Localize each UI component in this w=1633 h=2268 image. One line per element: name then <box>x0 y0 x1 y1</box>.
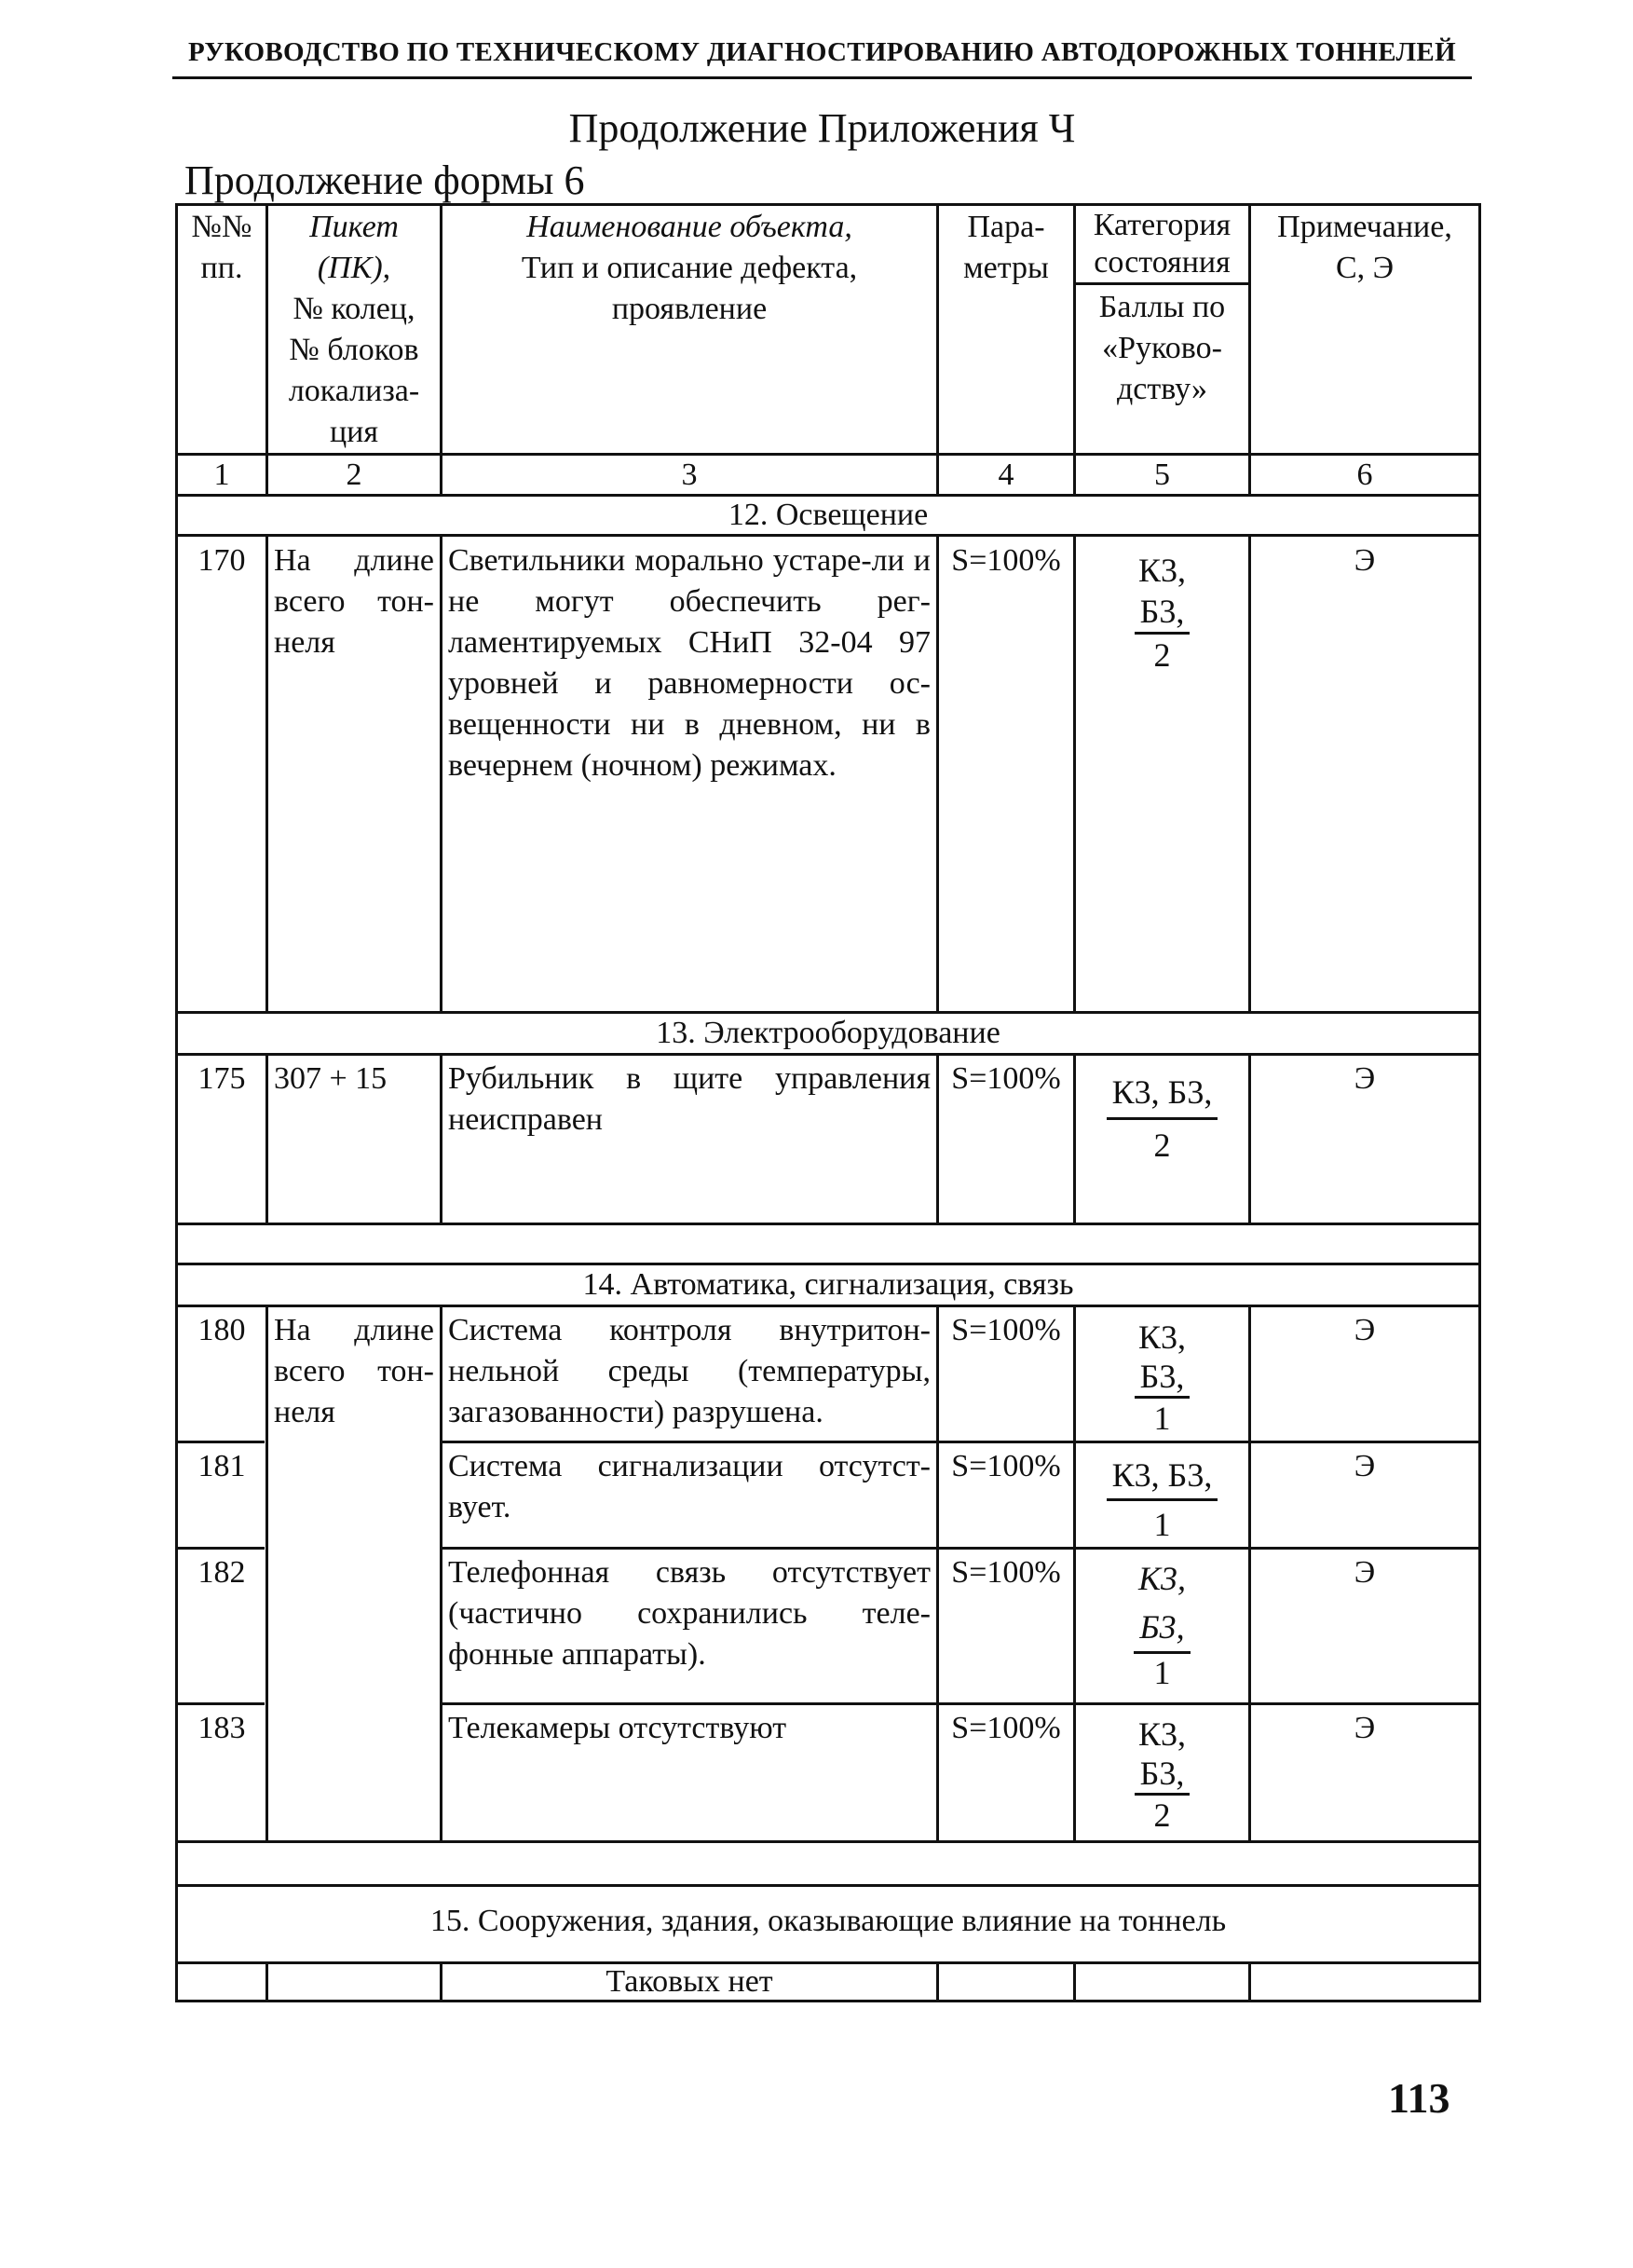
row-description: Светильники морально устаре-ли и не могут обеспечить рег-ламентируемых СНиП 32-04 97 уровней и равномерности ос-вещенности ни в дневном, ни в вечернем (ночном) режимах. <box>448 543 931 783</box>
header-object: Наименование объекта, Тип и описание дефекта, проявление <box>521 210 858 326</box>
header-params: Пара- метры <box>963 210 1049 285</box>
row-category: К3, Б3, 1 <box>1076 1452 1248 1548</box>
row-score: 1 <box>1153 1400 1171 1437</box>
row-num: 183 <box>197 1711 246 1745</box>
col-number-3: 3 <box>681 458 698 492</box>
row-picket: На длине всего тон-неля <box>274 543 434 660</box>
row-note: Э <box>1354 1313 1376 1347</box>
col-number-1: 1 <box>213 458 230 492</box>
row-params: S=100% <box>951 1555 1061 1590</box>
row-note: Э <box>1354 1449 1376 1483</box>
header-picket: Пикет (ПК), № колец, № блоков локализа- ция <box>288 210 420 449</box>
row-description: Система контроля внутритон-нельной среды (температуры, загазованности) разрушена. <box>448 1313 931 1429</box>
row-score: 2 <box>1153 1127 1171 1164</box>
row-category: К3, Б3, 1 <box>1076 1554 1248 1691</box>
row-note: Э <box>1354 1555 1376 1590</box>
row-score: 1 <box>1153 1654 1171 1691</box>
row-score: 1 <box>1153 1506 1171 1543</box>
row-picket: 307 + 15 <box>274 1061 388 1096</box>
header-note: Примечание, С, Э <box>1277 210 1452 285</box>
appendix-title: Продолжение Приложения Ч <box>568 105 1076 151</box>
header-num: №№ пп. <box>191 210 252 285</box>
page-number: 113 <box>1388 2074 1450 2122</box>
section-title: 13. Электрооборудование <box>656 1016 1000 1050</box>
row-picket: На длине всего тон-неля <box>274 1313 434 1429</box>
row-category: К3, Б3, 2 <box>1076 550 1248 676</box>
row-description: Таковых нет <box>606 1964 773 1999</box>
row-note: Э <box>1354 543 1376 578</box>
row-params: S=100% <box>951 1449 1061 1483</box>
col-number-4: 4 <box>998 458 1014 492</box>
row-num: 175 <box>197 1061 246 1096</box>
row-num: 170 <box>197 543 246 578</box>
row-num: 182 <box>197 1555 246 1590</box>
row-score: 2 <box>1153 636 1171 674</box>
row-category: К3, Б3, 1 <box>1076 1318 1248 1438</box>
section-title: 12. Освещение <box>728 498 929 532</box>
running-header: РУКОВОДСТВО ПО ТЕХНИЧЕСКОМУ ДИАГНОСТИРОВАНИЮ АВТОДОРОЖНЫХ ТОННЕЛЕЙ <box>188 37 1456 67</box>
row-note: Э <box>1354 1711 1376 1745</box>
row-params: S=100% <box>951 1313 1061 1347</box>
row-score: 2 <box>1153 1797 1171 1834</box>
section-title: 15. Сооружения, здания, оказывающие влияние на тоннель <box>429 1904 1227 1938</box>
row-params: S=100% <box>951 1061 1061 1096</box>
row-num: 181 <box>197 1449 246 1483</box>
header-category: Категория состояния <box>1093 208 1232 280</box>
row-description: Телефонная связь отсутствует (частично сохранились теле-фонные аппараты). <box>448 1555 931 1672</box>
row-note: Э <box>1354 1061 1376 1096</box>
row-description: Телекамеры отсутствуют <box>448 1711 787 1745</box>
row-params: S=100% <box>951 543 1061 578</box>
section-title: 14. Автоматика, сигнализация, связь <box>582 1267 1074 1302</box>
row-num: 180 <box>197 1313 246 1347</box>
form-title: Продолжение формы 6 <box>184 157 585 203</box>
header-score: Баллы по «Руково- дству» <box>1098 290 1226 406</box>
row-category: К3, Б3, 2 <box>1076 1715 1248 1835</box>
row-params: S=100% <box>951 1711 1061 1745</box>
col-number-5: 5 <box>1154 458 1170 492</box>
row-category: К3, Б3, 2 <box>1076 1067 1248 1170</box>
row-description: Рубильник в щите управления неисправен <box>448 1061 931 1137</box>
row-description: Система сигнализации отсутст-вует. <box>448 1449 931 1524</box>
col-number-2: 2 <box>346 458 362 492</box>
col-number-6: 6 <box>1356 458 1373 492</box>
